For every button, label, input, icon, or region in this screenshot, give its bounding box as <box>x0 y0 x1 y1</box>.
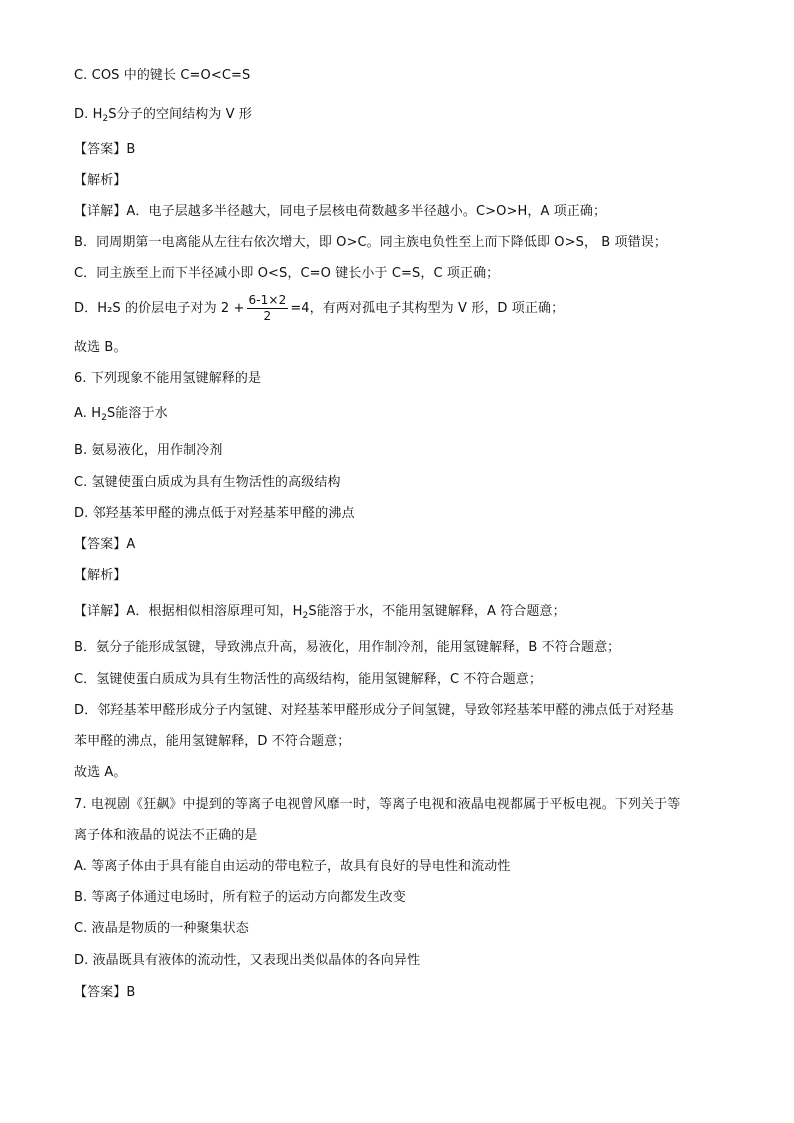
option-label: D. <box>74 107 93 122</box>
option-c-q5: C. COS 中的键长 C=O<C=S <box>74 68 251 83</box>
explanation-text: S能溶于水，不能用氢键解释，A 符合题意； <box>308 604 566 619</box>
option-a-q7: A. 等离子体由于具有能自由运动的带电粒子，故具有良好的导电性和流动性 <box>74 859 511 874</box>
option-d-q5 <box>74 106 252 125</box>
explanation-q6-c: C．氢键使蛋白质成为具有生物活性的高级结构，能用氢键解释，C 不符合题意； <box>74 672 542 687</box>
explanation-q6-d: D．邻羟基苯甲醛形成分子内氢键、对羟基苯甲醛形成分子间氢键，导致邻羟基苯甲醛的沸点低于对羟基 <box>74 703 674 718</box>
option-text: S分子的空间结构为 V 形 <box>108 107 253 122</box>
explanation-q6-a <box>74 603 566 622</box>
option-d-q6: D. 邻羟基苯甲醛的沸点低于对羟基苯甲醛的沸点 <box>74 506 355 521</box>
option-d-q7: D. 液晶既具有液体的流动性，又表现出类似晶体的各向异性 <box>74 953 421 968</box>
option-b-q6: B. 氨易液化，用作制冷剂 <box>74 443 223 458</box>
option-c-q7: C. 液晶是物质的一种聚集状态 <box>74 921 249 936</box>
formula-subscript: 2 <box>101 413 107 423</box>
option-a-q6 <box>74 405 168 424</box>
explanation-q6-b: B．氨分子能形成氢键，导致沸点升高，易液化，用作制冷剂，能用氢键解释，B 不符合题意； <box>74 640 621 655</box>
explanation-q6-d-cont: 苯甲醛的沸点，能用氢键解释，D 不符合题意； <box>74 734 351 749</box>
explanation-text: 【详解】A．根据相似相溶原理可知， <box>74 604 293 619</box>
analysis-label-q6: 【解析】 <box>74 568 127 583</box>
formula-subscript: 2 <box>102 114 109 124</box>
explanation-q5-a: 【详解】A．电子层越多半径越大，同电子层核电荷数越多半径越小。C>O>H，A 项正确； <box>74 204 607 219</box>
formula-subscript: 2 <box>302 611 309 621</box>
answer-q7: 【答案】B <box>74 985 136 1000</box>
fraction-denominator: 2 <box>263 309 272 323</box>
analysis-label-q5: 【解析】 <box>74 173 127 188</box>
explanation-q5-c: C．同主族至上而下半径减小即 O<S，C=O 键长小于 C=S，C 项正确； <box>74 266 500 281</box>
conclusion-q5: 故选 B。 <box>74 340 127 355</box>
answer-q5: 【答案】B <box>74 142 136 157</box>
option-c-q6: C. 氢键使蛋白质成为具有生物活性的高级结构 <box>74 475 341 490</box>
option-b-q7: B. 等离子体通过电场时，所有粒子的运动方向都发生改变 <box>74 890 406 905</box>
conclusion-q6: 故选 A。 <box>74 765 127 780</box>
fraction-numerator: 6-1×2 <box>248 293 287 307</box>
explanation-q5-b: B．同周期第一电离能从左往右依次增大，即 O>C。同主族电负性至上而下降低即 O>S， B 项错误； <box>74 235 667 250</box>
question-7: 7. 电视剧《狂飙》中提到的等离子电视曾风靡一时，等离子电视和液晶电视都属于平板电视。下列关于等 <box>74 797 681 812</box>
fraction <box>247 293 289 324</box>
formula-h: H <box>292 604 303 619</box>
answer-q6: 【答案】A <box>74 537 136 552</box>
formula-h: H <box>92 107 103 122</box>
formula-h: H <box>91 406 102 421</box>
explanation-q5-d <box>74 292 564 326</box>
option-label: A. <box>74 406 92 421</box>
question-6: 6. 下列现象不能用氢键解释的是 <box>74 371 262 386</box>
explanation-text: D．H₂S 的价层电子对为 2 + <box>74 301 245 316</box>
explanation-text: =4，有两对孤电子其构型为 V 形，D 项正确； <box>290 301 565 316</box>
question-7-cont: 离子体和液晶的说法不正确的是 <box>74 828 258 843</box>
option-text: S能溶于水 <box>106 406 168 421</box>
